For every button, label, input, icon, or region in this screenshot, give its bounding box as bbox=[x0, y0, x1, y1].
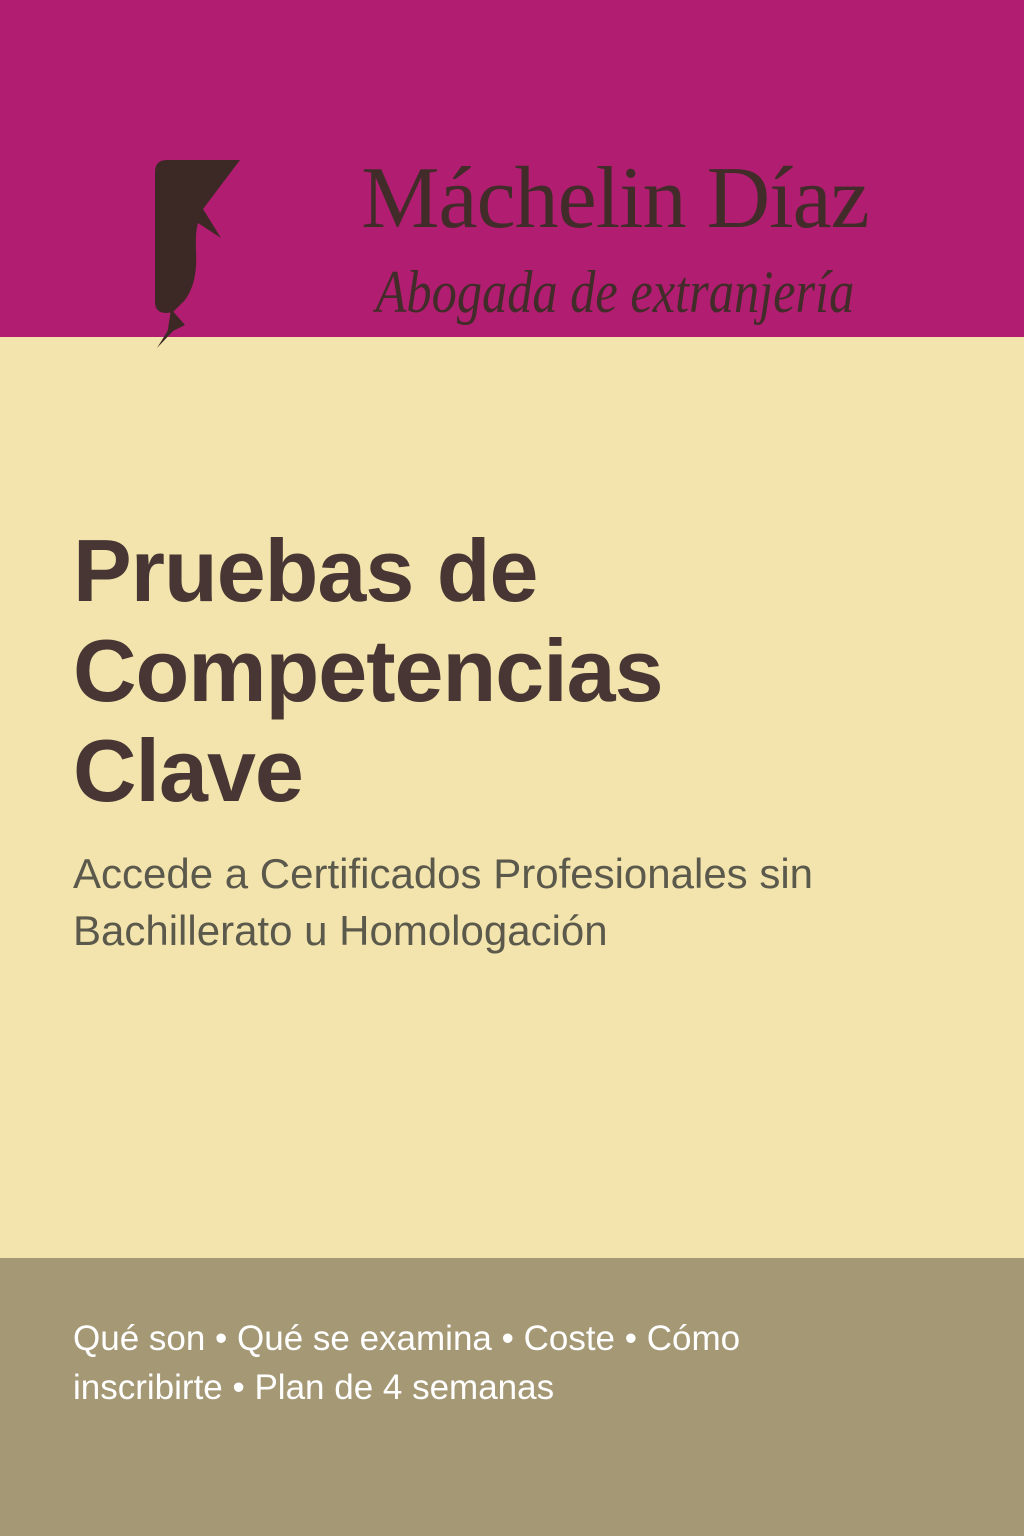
title-line: Pruebas de bbox=[73, 521, 538, 620]
page-title bbox=[0, 337, 1024, 821]
brand-name: Máchelin Díaz bbox=[361, 150, 869, 247]
title-line: Clave bbox=[73, 721, 303, 820]
brand-block bbox=[330, 152, 900, 324]
footer-band bbox=[0, 1258, 1024, 1536]
title-line: Competencias bbox=[73, 621, 663, 720]
footer-topics-line: Qué son • Qué se examina • Coste • Cómo bbox=[73, 1319, 741, 1358]
footer-topics-line: inscribirte • Plan de 4 semanas bbox=[73, 1368, 555, 1407]
quill-feather-bolt-logo-icon bbox=[145, 152, 260, 352]
header-band bbox=[0, 0, 1024, 337]
subtitle-line: Bachillerato u Homologación bbox=[73, 907, 608, 954]
page-subtitle bbox=[0, 821, 1024, 959]
footer-topics bbox=[0, 1258, 1024, 1412]
brand-tagline: Abogada de extranjería bbox=[375, 259, 855, 325]
subtitle-line: Accede a Certificados Profesionales sin bbox=[73, 850, 814, 897]
main-section bbox=[0, 337, 1024, 1258]
